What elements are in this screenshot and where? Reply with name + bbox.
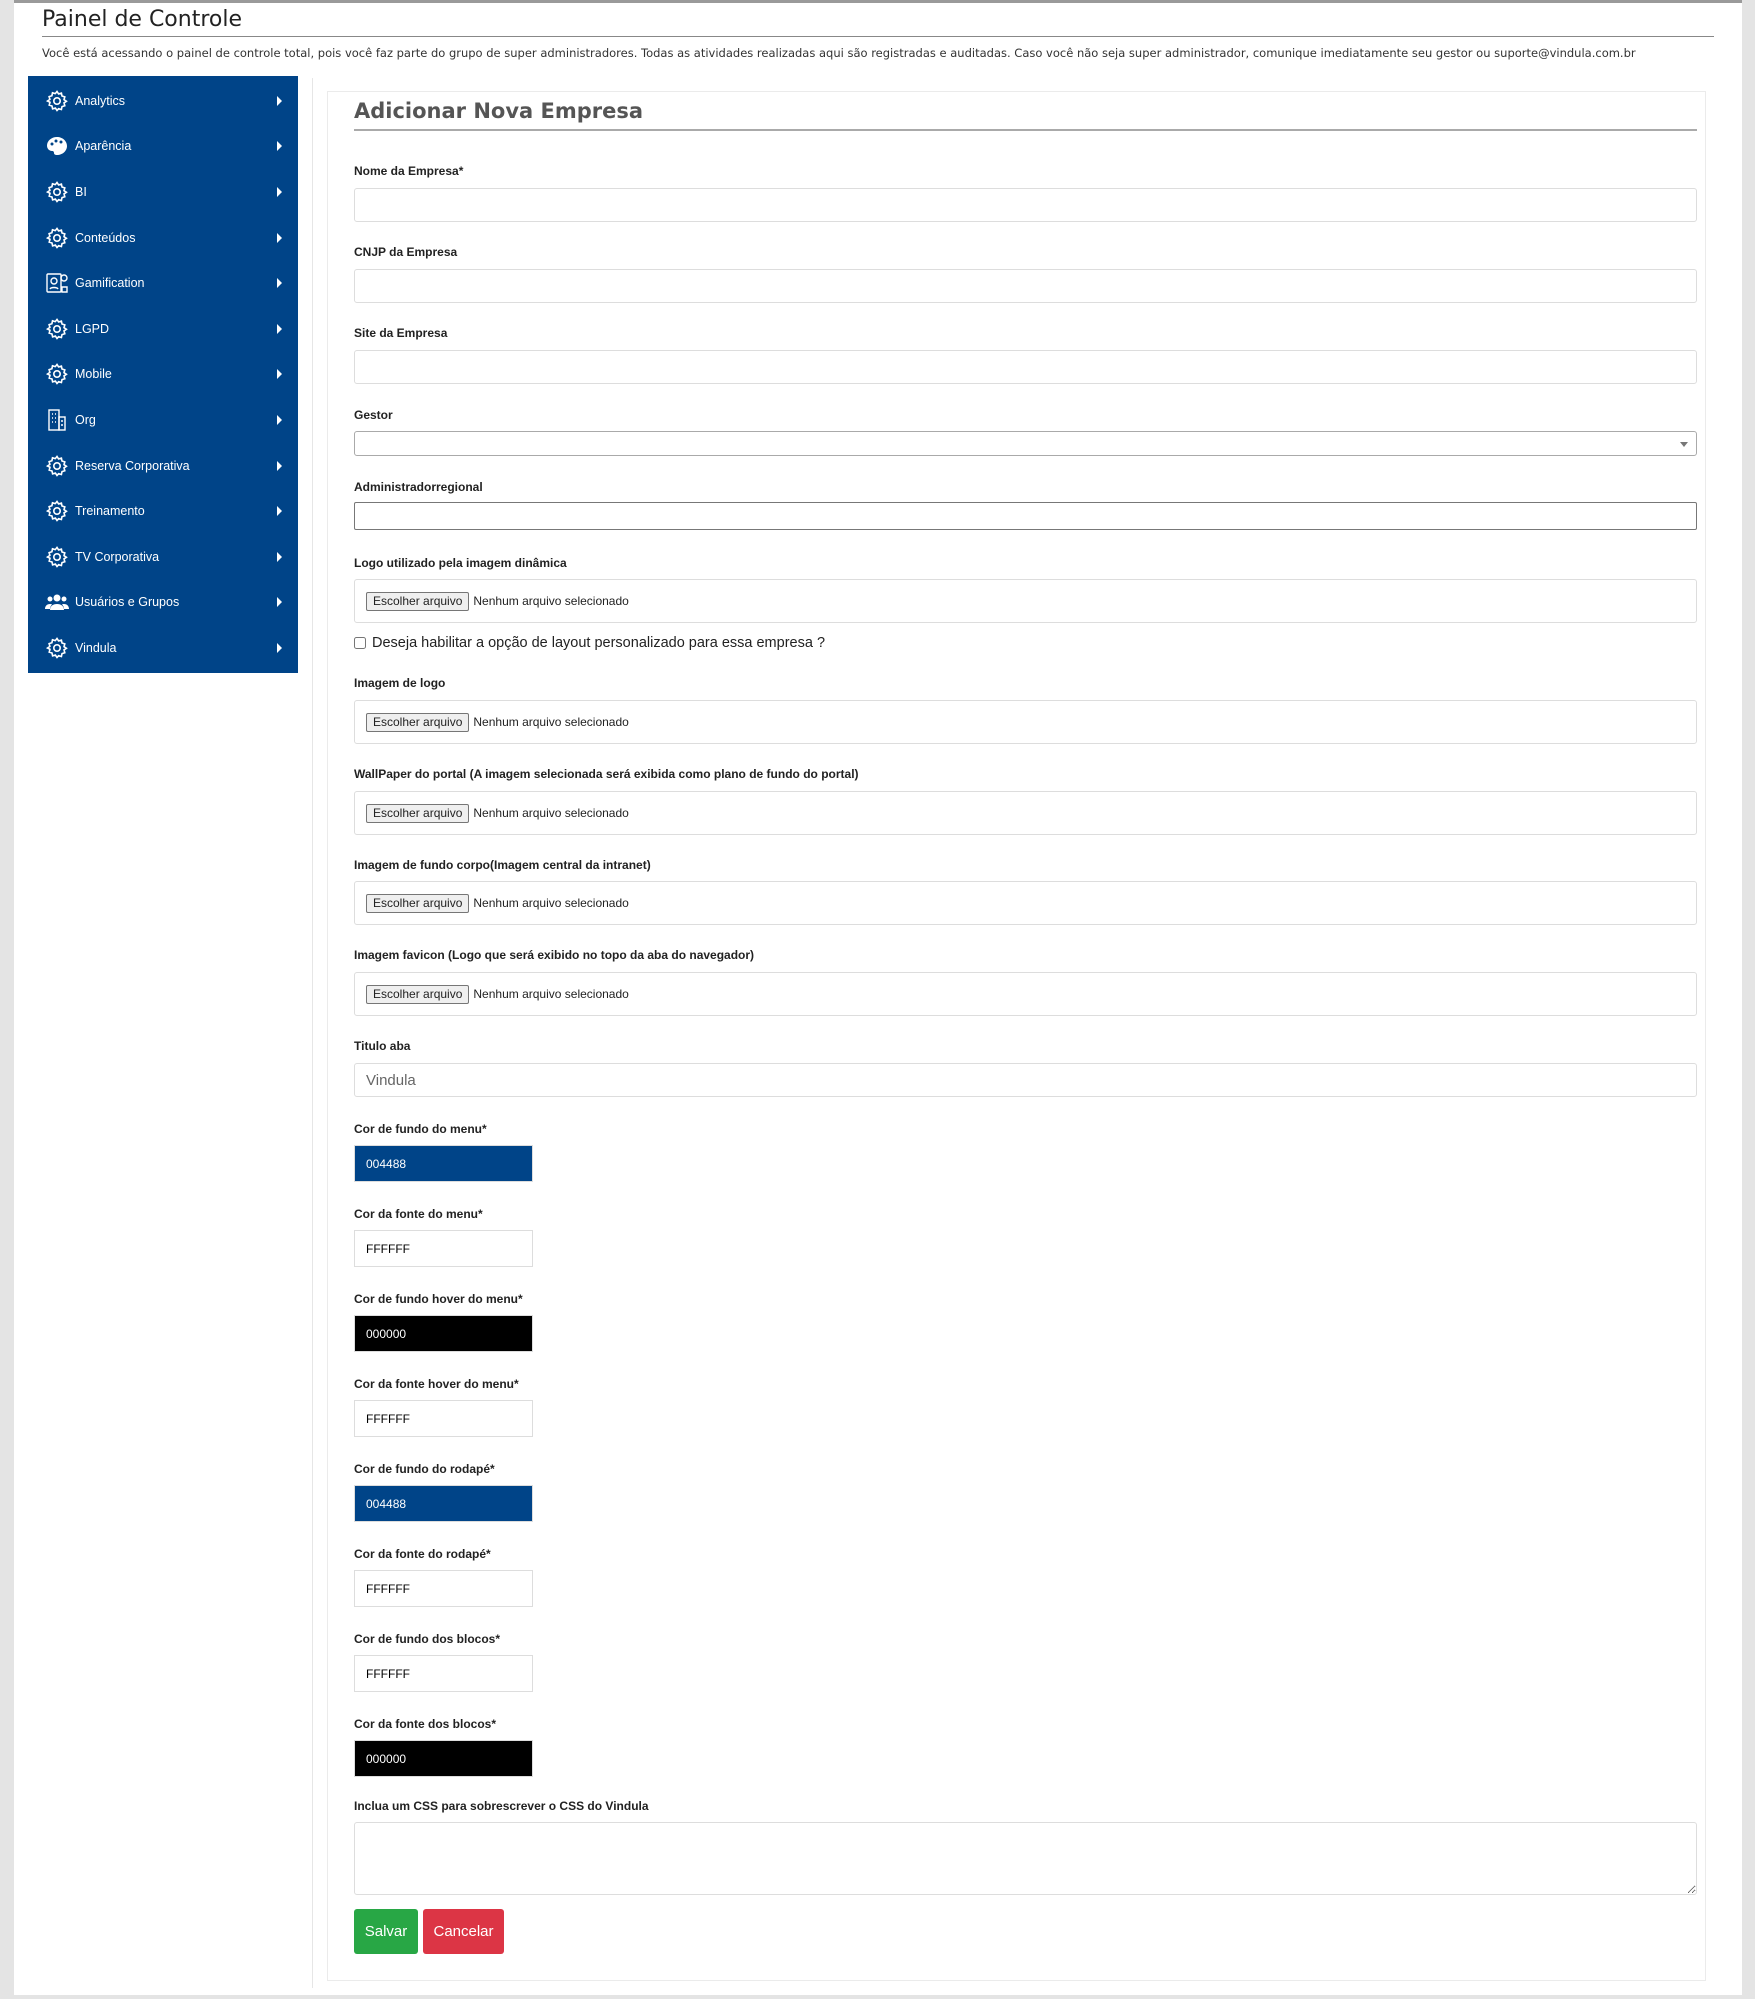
control-panel-window: [14, 0, 1742, 1995]
gamification-icon: [44, 270, 70, 296]
color-label: Cor de fundo dos blocos*: [354, 1632, 500, 1646]
caret-right-icon: [277, 597, 282, 607]
caret-right-icon: [277, 324, 282, 334]
sidebar-item-conte-dos[interactable]: [28, 215, 298, 261]
gear-icon: [44, 498, 70, 524]
custom-css-textarea[interactable]: [354, 1822, 1697, 1895]
gear-icon: [44, 544, 70, 570]
sidebar-item-label: Treinamento: [75, 504, 145, 519]
tab-title-label: Titulo aba: [354, 1039, 411, 1053]
sidebar-item-label: Conteúdos: [75, 230, 136, 245]
form-title: Adicionar Nova Empresa: [354, 99, 644, 123]
color-input[interactable]: FFFFFF: [354, 1400, 533, 1437]
gear-icon: [44, 316, 70, 342]
logo-image-file-field: [354, 700, 1697, 744]
gestor-select[interactable]: [354, 431, 1697, 456]
sidebar-item-label: Mobile: [75, 367, 112, 382]
palette-icon: [44, 133, 70, 159]
wallpaper-file-button[interactable]: Escolher arquivo: [366, 804, 469, 823]
color-input[interactable]: 004488: [354, 1145, 533, 1182]
form-title-divider: [354, 129, 1697, 131]
logo-image-label: Imagem de logo: [354, 676, 446, 690]
file-status-text: Nenhum arquivo selecionado: [473, 987, 629, 1001]
color-input[interactable]: 000000: [354, 1740, 533, 1777]
caret-right-icon: [277, 278, 282, 288]
save-button[interactable]: Salvar: [354, 1909, 418, 1954]
page-title: Painel de Controle: [42, 7, 243, 32]
caret-right-icon: [277, 96, 282, 106]
color-label: Cor de fundo do rodapé*: [354, 1462, 495, 1476]
file-status-text: Nenhum arquivo selecionado: [473, 594, 629, 608]
caret-right-icon: [277, 141, 282, 151]
sidebar-menu: [28, 76, 298, 673]
caret-right-icon: [277, 506, 282, 516]
color-label: Cor da fonte do menu*: [354, 1207, 483, 1221]
color-input[interactable]: FFFFFF: [354, 1655, 533, 1692]
gear-icon: [44, 453, 70, 479]
title-divider: [42, 36, 1714, 37]
caret-right-icon: [277, 643, 282, 653]
caret-right-icon: [277, 415, 282, 425]
sidebar-item-tv-corporativa[interactable]: [28, 534, 298, 580]
file-status-text: Nenhum arquivo selecionado: [473, 715, 629, 729]
custom-css-label: Inclua um CSS para sobrescrever o CSS do Vindula: [354, 1799, 649, 1813]
color-label: Cor da fonte do rodapé*: [354, 1547, 491, 1561]
wallpaper-label: WallPaper do portal (A imagem selecionada será exibida como plano de fundo do portal): [354, 767, 859, 781]
logo-dynamic-label: Logo utilizado pela imagem dinâmica: [354, 556, 567, 570]
favicon-label: Imagem favicon (Logo que será exibido no topo da aba do navegador): [354, 948, 755, 962]
caret-right-icon: [277, 369, 282, 379]
logo-dynamic-file-button[interactable]: Escolher arquivo: [366, 592, 469, 611]
color-label: Cor de fundo do menu*: [354, 1122, 487, 1136]
sidebar-item-bi[interactable]: [28, 169, 298, 215]
body-bg-file-field: [354, 881, 1697, 925]
sidebar-item-vindula[interactable]: [28, 625, 298, 671]
favicon-file-field: [354, 972, 1697, 1016]
wallpaper-file-field: [354, 791, 1697, 835]
body-bg-file-button[interactable]: Escolher arquivo: [366, 894, 469, 913]
sidebar-item-label: Org: [75, 412, 96, 427]
color-input[interactable]: 004488: [354, 1485, 533, 1522]
color-input[interactable]: 000000: [354, 1315, 533, 1352]
caret-right-icon: [277, 233, 282, 243]
sidebar-item-label: Aparência: [75, 139, 132, 154]
tab-title-input[interactable]: [354, 1063, 1697, 1097]
sidebar-item-usu-rios-e-grupos[interactable]: [28, 580, 298, 626]
sidebar-item-label: TV Corporativa: [75, 549, 160, 564]
gear-icon: [44, 361, 70, 387]
sidebar-item-gamification[interactable]: [28, 260, 298, 306]
users-icon: [44, 589, 70, 615]
favicon-file-button[interactable]: Escolher arquivo: [366, 985, 469, 1004]
sidebar-item-analytics[interactable]: [28, 78, 298, 124]
site-input[interactable]: [354, 350, 1697, 384]
admin-regional-label: Administradorregional: [354, 480, 483, 494]
color-label: Cor da fonte dos blocos*: [354, 1717, 497, 1731]
site-label: Site da Empresa: [354, 326, 448, 340]
custom-layout-option: [354, 635, 825, 651]
sidebar-item-reserva-corporativa[interactable]: [28, 443, 298, 489]
color-input[interactable]: FFFFFF: [354, 1570, 533, 1607]
sidebar-item-label: Gamification: [75, 276, 145, 291]
building-icon: [44, 407, 70, 433]
gear-icon: [44, 179, 70, 205]
main-content: [312, 78, 1743, 1988]
gear-icon: [44, 635, 70, 661]
company-name-input[interactable]: [354, 188, 1697, 222]
company-name-label: Nome da Empresa*: [354, 164, 464, 178]
custom-layout-checkbox[interactable]: [354, 637, 366, 649]
sidebar-item-lgpd[interactable]: [28, 306, 298, 352]
body-bg-label: Imagem de fundo corpo(Imagem central da intranet): [354, 858, 651, 872]
logo-dynamic-file-field: [354, 579, 1697, 623]
gestor-label: Gestor: [354, 408, 393, 422]
sidebar-item-mobile[interactable]: [28, 352, 298, 398]
sidebar-item-org[interactable]: [28, 397, 298, 443]
caret-right-icon: [277, 461, 282, 471]
caret-right-icon: [277, 552, 282, 562]
sidebar-item-label: Vindula: [75, 640, 117, 655]
sidebar-item-label: LGPD: [75, 321, 110, 336]
custom-layout-label: Deseja habilitar a opção de layout personalizado para essa empresa ?: [372, 635, 826, 651]
gear-icon: [44, 225, 70, 251]
sidebar-item-label: Usuários e Grupos: [75, 595, 180, 610]
chevron-down-icon: [1680, 442, 1688, 447]
color-label: Cor da fonte hover do menu*: [354, 1377, 519, 1391]
logo-image-file-button[interactable]: Escolher arquivo: [366, 713, 469, 732]
cnpj-label: CNJP da Empresa: [354, 245, 458, 259]
sidebar-item-treinamento[interactable]: [28, 488, 298, 534]
cnpj-input[interactable]: [354, 269, 1697, 303]
form-card: [327, 91, 1706, 1981]
gear-icon: [44, 88, 70, 114]
sidebar-item-label: BI: [75, 184, 87, 199]
admin-regional-input[interactable]: [354, 502, 1697, 530]
admin-notice: Você está acessando o painel de controle total, pois você faz parte do grupo de super administradores. Todas as atividades realizadas aqui são registradas e auditadas. Caso você não seja super administrador, comunique imediatamente seu gestor ou suporte@vindula.com.br: [42, 46, 1636, 60]
sidebar-item-label: Analytics: [75, 93, 126, 108]
sidebar-item-apar-ncia[interactable]: [28, 124, 298, 170]
caret-right-icon: [277, 187, 282, 197]
file-status-text: Nenhum arquivo selecionado: [473, 806, 629, 820]
color-input[interactable]: FFFFFF: [354, 1230, 533, 1267]
color-label: Cor de fundo hover do menu*: [354, 1292, 523, 1306]
sidebar-item-label: Reserva Corporativa: [75, 458, 190, 473]
cancel-button[interactable]: Cancelar: [423, 1909, 504, 1954]
file-status-text: Nenhum arquivo selecionado: [473, 896, 629, 910]
